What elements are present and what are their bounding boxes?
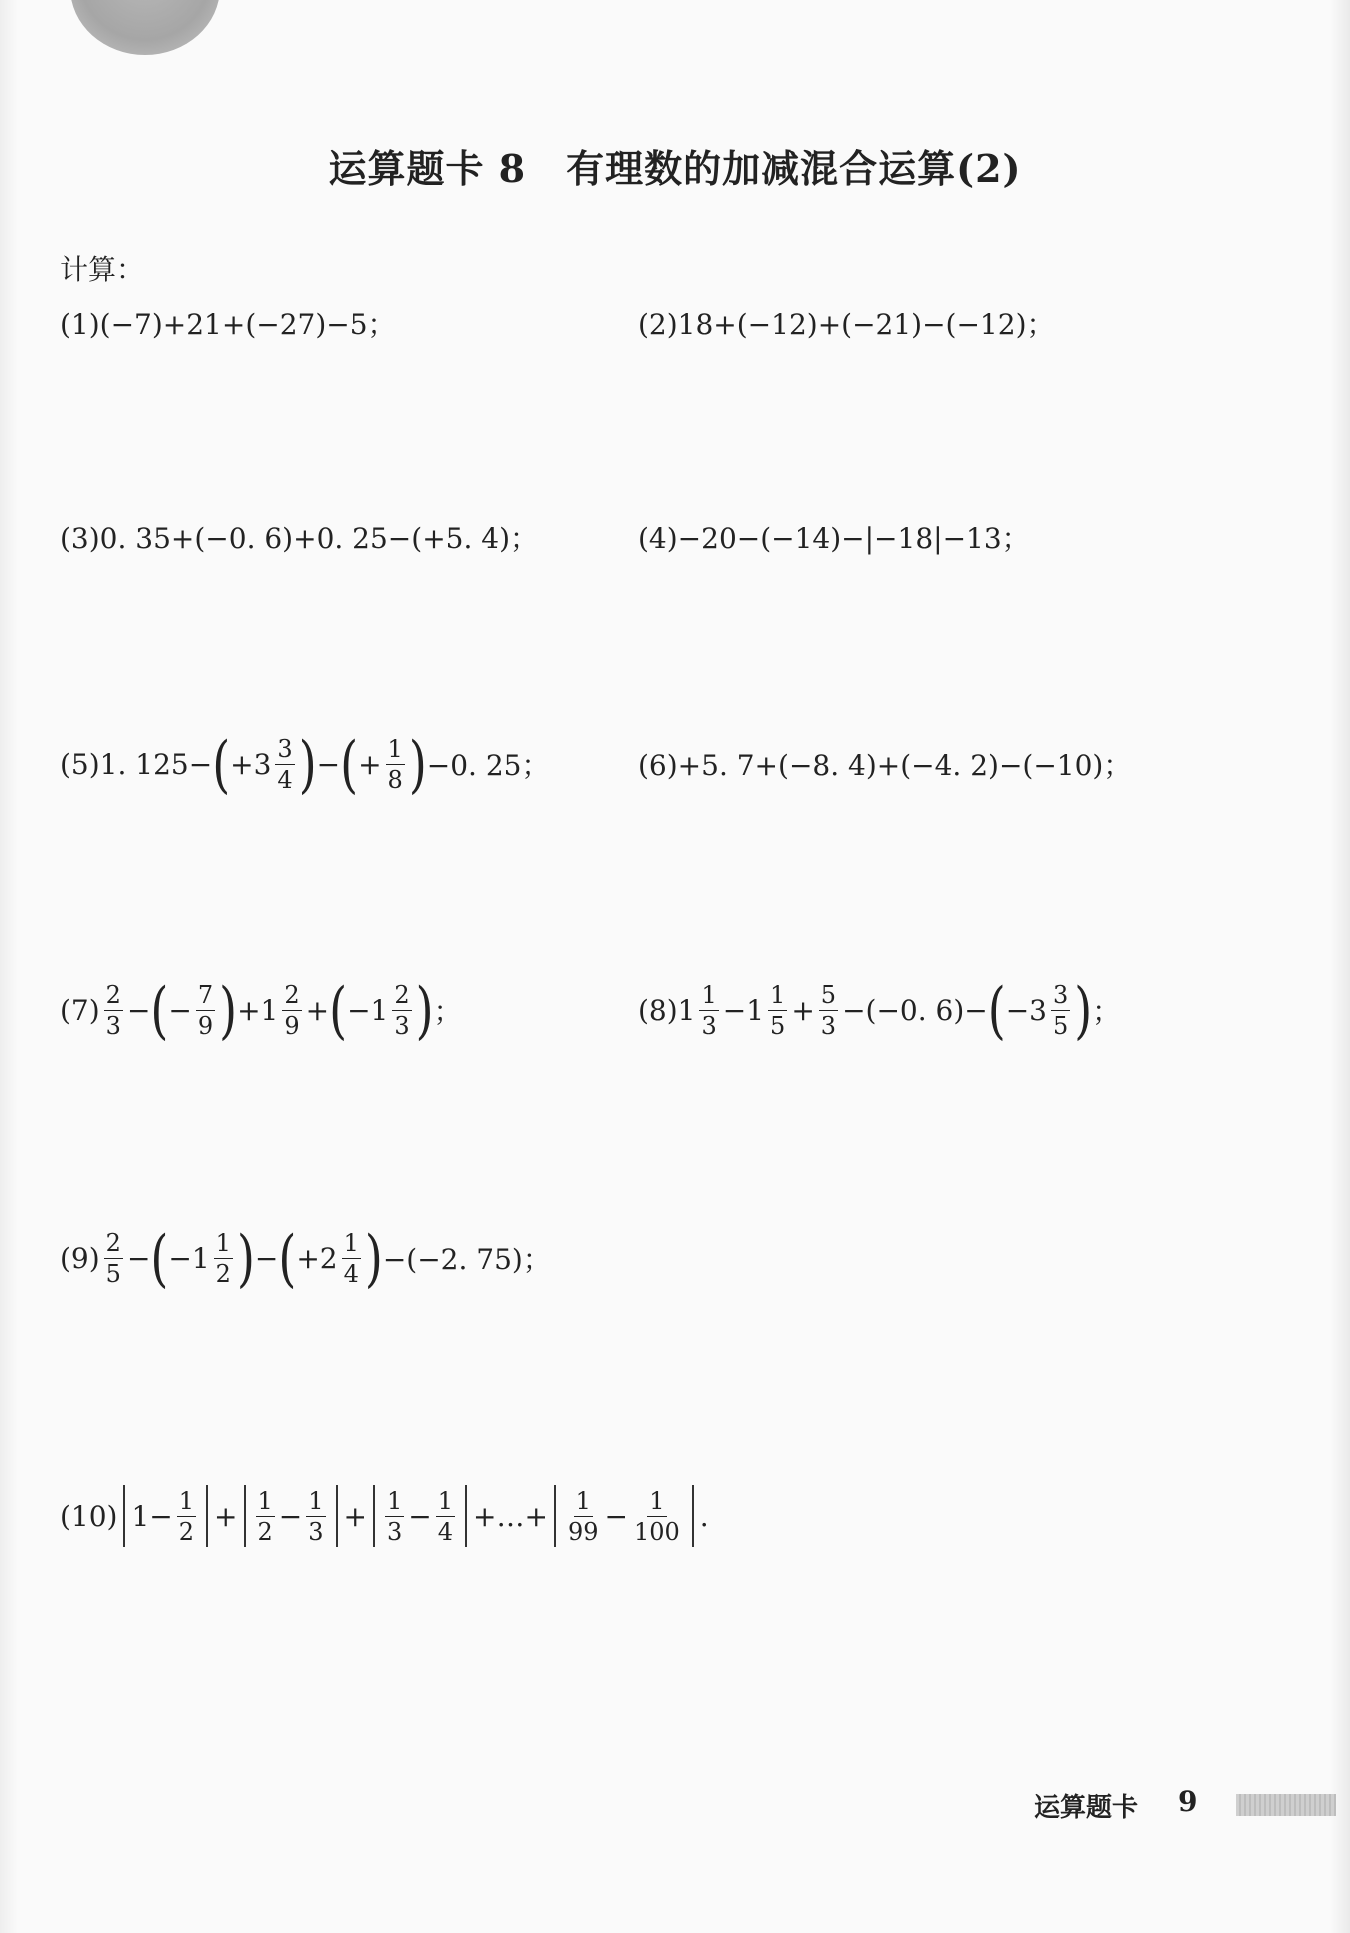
- denominator: 9: [284, 1011, 300, 1040]
- problem-6-text: (6)+5. 7+(−8. 4)+(−4. 2)−(−10)；: [638, 749, 1132, 782]
- fraction: [632, 1486, 682, 1546]
- denominator: 3: [308, 1517, 324, 1546]
- problem-7-part: +1: [237, 993, 279, 1027]
- numerator: 1: [437, 1486, 454, 1515]
- fraction: [1051, 980, 1070, 1040]
- footer-decoration: [1236, 1794, 1336, 1816]
- left-paren: (: [278, 1221, 297, 1295]
- abs-bar: [206, 1485, 208, 1547]
- problem-9-part: −1: [168, 1241, 210, 1275]
- numerator: 1: [575, 1486, 591, 1515]
- denominator: 4: [277, 765, 293, 794]
- problem-8-part: (8)1: [638, 993, 696, 1027]
- problem-10-part: +: [214, 1499, 238, 1533]
- numerator: 1: [649, 1486, 665, 1515]
- problem-7-part: −: [168, 993, 192, 1027]
- denominator: 3: [820, 1011, 837, 1040]
- fraction: [385, 1486, 404, 1546]
- abs-bar: [373, 1485, 375, 1547]
- numerator: 1: [257, 1486, 273, 1515]
- numerator: 1: [701, 980, 717, 1009]
- left-paren: (: [329, 973, 348, 1047]
- problem-8-part: ；: [1092, 995, 1121, 1028]
- problem-10-part: −: [278, 1499, 303, 1533]
- problem-1-text: (1)(−7)+21+(−27)−5；: [60, 308, 396, 341]
- problem-5-part: −0. 25；: [426, 749, 550, 782]
- numerator: 3: [1052, 980, 1069, 1009]
- instruction-text: 计算：: [60, 253, 145, 286]
- numerator: 1: [387, 1486, 403, 1515]
- fraction: [819, 980, 838, 1040]
- problem-10: [60, 1476, 709, 1556]
- fraction: [196, 980, 215, 1040]
- numerator: 1: [178, 1486, 195, 1515]
- left-paren: (: [150, 973, 169, 1047]
- page-title: [0, 138, 1350, 193]
- problem-4-text: (4)−20−(−14)−|−18|−13；: [638, 522, 1030, 555]
- denominator: 2: [257, 1517, 273, 1546]
- problem-7-part: −: [126, 993, 151, 1027]
- problem-2: [638, 283, 1055, 363]
- right-paren: ): [298, 727, 317, 801]
- denominator: 3: [387, 1517, 403, 1546]
- problem-3: [60, 497, 538, 577]
- left-paren: (: [150, 1221, 169, 1295]
- problem-10-part: .: [699, 1499, 709, 1533]
- left-paren: (: [212, 727, 231, 801]
- denominator: 3: [394, 1011, 410, 1040]
- abs-bar: [692, 1485, 694, 1547]
- problem-9-part: +2: [296, 1241, 338, 1275]
- fraction: [392, 980, 411, 1040]
- problem-5-part: +3: [230, 747, 272, 781]
- problem-5-part: (5)1. 125−: [60, 747, 213, 781]
- problem-8-part: −3: [1005, 993, 1047, 1027]
- problem-9-part: −: [126, 1241, 151, 1275]
- abs-bar: [336, 1485, 338, 1547]
- right-paren: ): [415, 973, 434, 1047]
- right-paren: ): [219, 973, 238, 1047]
- problem-6: [638, 724, 1131, 804]
- right-paren: ): [1074, 973, 1093, 1047]
- fraction: [275, 734, 294, 794]
- left-paren: (: [987, 973, 1006, 1047]
- denominator: 3: [701, 1011, 717, 1040]
- denominator: 2: [215, 1259, 231, 1288]
- fraction: [104, 980, 123, 1040]
- numerator: 2: [105, 1228, 121, 1257]
- numerator: 1: [308, 1486, 324, 1515]
- numerator: 3: [277, 734, 293, 763]
- problem-9: [60, 1218, 551, 1298]
- denominator: 100: [633, 1517, 680, 1546]
- page-number: 9: [1178, 1785, 1198, 1818]
- numerator: 1: [387, 734, 403, 763]
- problem-7-part: ；: [433, 995, 462, 1028]
- left-paren: (: [340, 727, 359, 801]
- numerator: 1: [770, 980, 786, 1009]
- problem-7-part: +: [305, 993, 330, 1027]
- right-paren: ): [236, 1221, 255, 1295]
- problem-10-part: −: [604, 1499, 628, 1533]
- problem-8-part: +: [791, 993, 815, 1027]
- denominator: 4: [437, 1517, 454, 1546]
- problem-4: [638, 497, 1030, 577]
- problem-10-part: 1−: [131, 1499, 173, 1533]
- card-label: 运算题卡 8: [328, 146, 527, 191]
- fraction: [386, 734, 405, 794]
- problem-7-part: (7): [60, 993, 100, 1027]
- problem-2-text: (2)18+(−12)+(−21)−(−12)；: [638, 308, 1055, 341]
- problem-5-part: −: [316, 747, 341, 781]
- problem-10-part: −: [408, 1499, 432, 1533]
- numerator: 2: [105, 980, 121, 1009]
- footer-label: 运算题卡: [1034, 1793, 1139, 1823]
- problem-9-part: −(−2. 75)；: [382, 1243, 551, 1276]
- denominator: 99: [567, 1517, 599, 1546]
- fraction: [436, 1486, 455, 1546]
- denominator: 8: [387, 765, 403, 794]
- numerator: 2: [284, 980, 300, 1009]
- fraction: [566, 1486, 601, 1546]
- problem-5: [60, 724, 550, 804]
- fraction: [342, 1228, 361, 1288]
- problem-9-part: (9): [60, 1241, 100, 1275]
- fraction: [256, 1486, 275, 1546]
- fraction: [177, 1486, 196, 1546]
- problem-8-part: −(−0. 6)−: [842, 993, 988, 1027]
- problem-10-part: (10): [60, 1499, 118, 1533]
- abs-bar: [123, 1485, 125, 1547]
- abs-bar: [554, 1485, 556, 1547]
- problem-8: [638, 970, 1120, 1050]
- problem-3-text: (3)0. 35+(−0. 6)+0. 25−(+5. 4)；: [60, 522, 539, 555]
- numerator: 2: [394, 980, 410, 1009]
- problem-10-part: +…+: [473, 1499, 548, 1533]
- numerator: 1: [343, 1228, 359, 1257]
- denominator: 5: [105, 1259, 121, 1288]
- denominator: 5: [1052, 1011, 1069, 1040]
- fraction: [699, 980, 718, 1040]
- problem-9-part: −: [254, 1241, 279, 1275]
- fraction: [306, 1486, 325, 1546]
- fraction: [768, 980, 787, 1040]
- problem-8-part: −1: [722, 993, 765, 1027]
- numerator: 1: [215, 1228, 231, 1257]
- denominator: 5: [770, 1011, 786, 1040]
- right-paren: ): [408, 727, 427, 801]
- problem-1: [60, 283, 396, 363]
- fraction: [214, 1228, 233, 1288]
- problem-5-part: +: [358, 747, 382, 781]
- topic-label: 有理数的加减混合运算(2): [566, 146, 1022, 191]
- fraction: [104, 1228, 123, 1288]
- numerator: 5: [820, 980, 837, 1009]
- denominator: 4: [343, 1259, 359, 1288]
- abs-bar: [465, 1485, 467, 1547]
- denominator: 3: [105, 1011, 121, 1040]
- problem-7: [60, 970, 462, 1050]
- problem-7-part: −1: [347, 993, 389, 1027]
- fraction: [282, 980, 301, 1040]
- denominator: 9: [197, 1011, 214, 1040]
- problem-10-part: +: [343, 1499, 368, 1533]
- denominator: 2: [178, 1517, 195, 1546]
- right-paren: ): [364, 1221, 383, 1295]
- abs-bar: [244, 1485, 246, 1547]
- numerator: 7: [197, 980, 214, 1009]
